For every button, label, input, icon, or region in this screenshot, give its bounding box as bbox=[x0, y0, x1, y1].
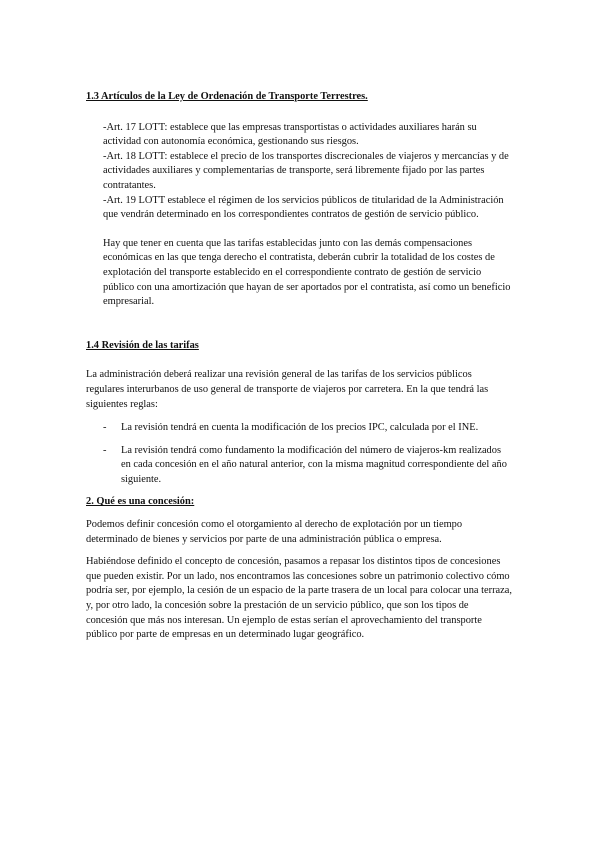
rule-viajeros-km-text: La revisión tendrá como fundamento la modificación del número de viajeros-km realizados en cada concesión en el año natural anterior, con la misma magnitud correspondiente del año siguiente. bbox=[121, 444, 507, 485]
section-2-heading: 2. Qué es una concesión: bbox=[86, 496, 195, 508]
concession-definition-paragraph: Podemos definir concesión como el otorgamiento al derecho de explotación por un tiempo determinado de bienes y servicios por parte de una administración pública o empresa. bbox=[86, 519, 463, 545]
article-18: -Art. 18 LOTT: establece el precio de los transportes discrecionales de viajeros y mercancías y de actividades auxiliares y complementarias de transporte, será libremente fijado por las partes contratantes. bbox=[103, 150, 509, 191]
article-17: -Art. 17 LOTT: establece que las empresas transportistas o actividades auxiliares harán su actividad con autonomía económica, gestionando sus riesgos. bbox=[103, 121, 477, 148]
list-item bbox=[86, 444, 512, 488]
bullet-dash: - bbox=[103, 422, 107, 434]
concession-types-paragraph: Habiéndose definido el concepto de concesión, pasamos a repasar los distintos tipos de concesiones que pueden existir. Por un lado, nos encontramos las concesiones sobre un patrimonio colectivo cómo podría ser, por ejemplo, la cesión de un espacio de la parte trasera de un local para colocar una terraza, y, por otro lado, la concesión sobre la prestación de un servicio público, que son los tipos de concesión que más nos interesan. Un ejemplo de estas serían el aprovechamiento del transporte público por parte de empresas en un determinado lugar geográfico. bbox=[86, 556, 512, 641]
section-2 bbox=[86, 495, 512, 642]
revision-rules-list bbox=[86, 421, 512, 487]
section-1-3-heading: 1.3 Artículos de la Ley de Ordenación de Transporte Terrestres. bbox=[86, 91, 368, 102]
articles-list bbox=[103, 121, 512, 223]
article-19: -Art. 19 LOTT establece el régimen de los servicios públicos de titularidad de la Administración que vendrán determinado en los correspondientes contratos de gestión de servicio público. bbox=[103, 194, 504, 221]
tariffs-note-paragraph: Hay que tener en cuenta que las tarifas establecidas junto con las demás compensaciones económicas en las que tenga derecho el contratista, deberán cubrir la totalidad de los costes de explotación del transporte establecido en el correspondiente contrato de gestión de servicio público con una amortización que hayan de ser aportados por el contratista, así como un beneficio empresarial. bbox=[103, 237, 511, 308]
revision-intro-paragraph: La administración deberá realizar una revisión general de las tarifas de los servicios públicos regulares interurbanos de uso general de transporte de viajeros por carretera. En la que tendrá las siguientes reglas: bbox=[86, 369, 489, 410]
bullet-dash: - bbox=[103, 444, 107, 456]
list-item bbox=[86, 421, 512, 436]
section-1-4-heading: 1.4 Revisión de las tarifas bbox=[86, 339, 199, 351]
rule-ipc-text: La revisión tendrá en cuenta la modificación de los precios IPC, calculada por el INE. bbox=[121, 422, 479, 434]
